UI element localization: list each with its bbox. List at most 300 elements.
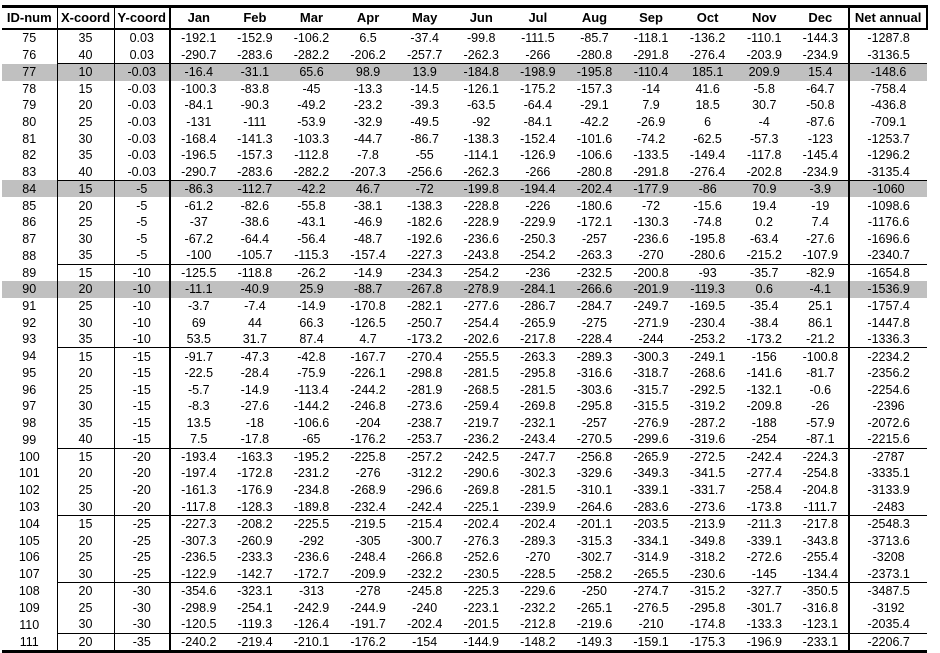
cell-mar: -126.4 [293,617,330,632]
cell-nov: -156 [736,348,793,365]
cell-oct: -319.2 [689,399,726,414]
cell-may: -256.6 [406,164,443,179]
table-row-98[interactable] [2,415,927,432]
cell-sep: -299.6 [633,432,669,447]
cell-sep: -315.7 [633,382,669,397]
cell-nov: -215.2 [746,248,782,263]
cell-net-annual: -2072.6 [867,415,910,430]
cell-id: 103 [2,498,57,515]
cell-x: 20 [57,97,114,114]
cell-apr: -7.8 [357,148,379,163]
table-row-108[interactable] [2,583,927,600]
cell-apr: -176.2 [350,432,386,447]
cell-nov: -63.4 [749,231,779,246]
cell-feb: -323.1 [227,583,284,600]
cell-apr: -248.4 [350,550,386,565]
cell-sep: -236.6 [633,231,669,246]
cell-id: 83 [2,163,57,180]
cell-y: -20 [114,498,170,515]
cell-dec: -145.4 [793,147,850,164]
cell-jul: -228.5 [520,566,556,581]
cell-jan: -122.9 [181,566,217,581]
cell-sep: -276.5 [633,600,669,615]
cell-net-annual: -1757.4 [867,299,910,314]
cell-net-annual: -2254.6 [867,382,910,397]
col-header-dec: Dec [793,7,850,30]
cell-oct: -295.8 [689,600,726,615]
table-row-86[interactable] [2,214,927,231]
cell-sep: -274.7 [623,583,680,600]
cell-jan: -61.2 [184,198,214,213]
cell-y: -10 [114,264,170,281]
cell-sep: -210 [638,617,664,632]
cell-jul: -148.2 [510,633,567,652]
table-row-104[interactable] [2,515,927,532]
table-row-97[interactable] [2,398,927,415]
cell-aug: -316.6 [576,366,613,381]
table-row-101[interactable] [2,465,927,482]
cell-jun: -201.5 [463,617,499,632]
cell-x: 20 [57,465,114,482]
cell-jan: -240.2 [170,633,227,652]
cell-net-annual: -2035.4 [867,617,910,632]
table-row-80[interactable] [2,114,927,131]
cell-may: -215.4 [396,515,453,532]
table-row-87[interactable] [2,231,927,248]
cell-dec: -350.5 [793,583,850,600]
cell-y: -15 [114,431,170,448]
cell-x: 20 [57,365,114,382]
cell-nov: 19.4 [752,198,777,213]
cell-jun: -126.1 [463,81,499,96]
cell-jun: -290.6 [463,466,499,481]
cell-net-annual: -3133.9 [867,483,910,498]
cell-net-annual: -3713.6 [867,533,910,548]
cell-jul: -284.1 [510,281,567,298]
cell-feb: -142.7 [237,566,273,581]
cell-sep: -203.5 [623,515,680,532]
cell-dec: -27.6 [793,231,850,248]
cell-aug: -264.6 [576,499,613,514]
cell-jul: -217.8 [520,332,556,347]
cell-nov: -258.4 [746,483,782,498]
cell-may: -242.4 [406,499,443,514]
cell-oct: -175.3 [679,633,736,652]
cell-dec: 15.4 [793,64,850,81]
cell-aug: -219.6 [576,617,613,632]
cell-sep: -177.9 [623,180,680,197]
cell-x: 20 [57,633,114,652]
cell-y: -15 [114,365,170,382]
data-table [2,5,928,653]
cell-dec: -204.8 [793,482,850,499]
table-row-102[interactable] [2,482,927,499]
cell-aug: -265.1 [576,600,613,615]
cell-oct: -276.4 [689,47,726,62]
cell-jul: -152.4 [520,131,556,146]
cell-feb: -128.3 [237,499,273,514]
cell-x: 35 [57,147,114,164]
table-row-94[interactable] [2,348,927,365]
cell-jul: -126.9 [520,148,556,163]
cell-mar: -26.2 [283,264,340,281]
cell-apr: -44.7 [353,131,383,146]
table-row-105[interactable] [2,532,927,549]
cell-jun: -262.3 [463,164,499,179]
cell-mar: 66.3 [299,315,324,330]
cell-jan: -131 [186,115,212,129]
cell-may: -281.9 [406,382,443,397]
table-row-99[interactable] [2,431,927,448]
cell-id: 101 [2,465,57,482]
col-header-oct: Oct [679,7,736,30]
cell-feb: -152.9 [237,31,273,46]
cell-jul: -111.5 [521,31,555,46]
cell-apr: -157.4 [350,248,386,263]
cell-aug: -289.3 [566,348,623,365]
cell-jan: -298.9 [181,600,217,615]
cell-feb: -283.6 [237,47,273,62]
cell-jul: -247.7 [510,448,567,465]
table-row-92[interactable] [2,314,927,331]
cell-y: -25 [114,566,170,583]
cell-id: 78 [2,81,57,98]
cell-feb: -64.4 [240,231,270,246]
cell-oct: -276.4 [689,164,726,179]
cell-jul: -232.1 [520,415,556,430]
table-header [2,7,927,30]
cell-nov: -132.1 [746,382,782,397]
cell-may: -253.7 [406,432,443,447]
col-header-jul: Jul [510,7,567,30]
cell-net-annual: -1287.8 [867,31,910,46]
cell-oct: 18.5 [695,98,720,113]
cell-aug: -256.8 [566,448,623,465]
cell-x: 10 [57,64,114,81]
cell-x: 30 [57,130,114,147]
cell-jun: -228.9 [463,215,499,230]
cell-dec: -233.1 [793,633,850,652]
cell-apr: -209.9 [350,566,386,581]
cell-mar: -242.9 [293,600,330,615]
cell-nov: -35.4 [749,299,779,314]
cell-aug: -257 [581,231,607,246]
cell-may: -270.4 [396,348,453,365]
cell-net-annual: -3135.4 [867,164,910,179]
col-header-y-coord: Y-coord [114,7,170,30]
cell-net-annual: -2373.1 [867,566,910,581]
cell-id: 75 [2,29,57,47]
cell-jul: -250.3 [520,231,556,246]
cell-jun: -99.8 [467,31,496,46]
cell-y: -15 [114,415,170,432]
cell-id: 90 [2,281,57,298]
table-row-96[interactable] [2,381,927,398]
cell-jan: -117.8 [181,499,217,514]
cell-net-annual: -3136.5 [867,47,910,62]
cell-aug: -172.1 [576,215,613,230]
cell-apr: -204 [355,415,381,430]
cell-may: -298.8 [406,366,443,381]
cell-sep: -110.4 [623,64,680,81]
cell-nov: -202.8 [746,164,782,179]
cell-may: -250.7 [406,315,443,330]
table-row-93[interactable] [2,331,927,348]
cell-x: 40 [57,163,114,180]
cell-feb: -27.6 [240,399,270,414]
cell-mar: -115.3 [294,248,329,263]
cell-jan: -11.1 [170,281,227,298]
cell-may: -257.7 [406,47,443,62]
cell-x: 30 [57,616,114,633]
cell-id: 77 [2,64,57,81]
cell-jun: -114.1 [464,148,499,163]
cell-x: 15 [57,448,114,465]
table-row-83[interactable] [2,163,927,180]
cell-net-annual: -2396 [872,399,905,414]
table-row-109[interactable] [2,600,927,617]
cell-sep: -349.3 [633,466,669,481]
cell-id: 110 [2,616,57,633]
table-row-81[interactable] [2,130,927,147]
cell-apr: -226.1 [350,366,386,381]
cell-jan: -236.5 [181,550,217,565]
cell-y: -0.03 [114,97,170,114]
cell-id: 108 [2,583,57,600]
cell-mar: -56.4 [297,231,326,246]
cell-id: 104 [2,515,57,532]
table-row-89[interactable] [2,264,927,281]
cell-y: -5 [114,247,170,264]
cell-apr: -225.8 [340,448,397,465]
cell-jun: -277.6 [463,299,499,314]
cell-jun: -63.5 [467,98,496,113]
cell-jul: -302.3 [520,466,556,481]
cell-jun: -252.6 [463,550,499,565]
cell-may: -300.7 [406,533,443,548]
cell-feb: -254.1 [237,600,273,615]
cell-feb: -47.3 [227,348,284,365]
cell-apr: 4.7 [359,332,377,347]
cell-feb: -233.3 [237,550,273,565]
cell-feb: -7.4 [244,299,266,314]
cell-feb: -83.8 [240,81,270,96]
cell-oct: -318.2 [689,550,726,565]
cell-x: 40 [57,431,114,448]
cell-jun: -144.9 [453,633,510,652]
cell-sep: -271.9 [633,315,669,330]
cell-apr: -232.4 [350,499,386,514]
table-row-76[interactable] [2,47,927,64]
cell-may: 13.9 [396,64,453,81]
cell-nov: -145 [751,566,777,581]
cell-nov: -4 [758,115,770,129]
table-row-90[interactable] [2,281,927,298]
table-row-85[interactable] [2,197,927,214]
cell-may: -267.8 [396,281,453,298]
cell-dec: -57.9 [793,415,850,432]
cell-net-annual: -1253.7 [867,131,910,146]
cell-nov: -211.3 [736,515,793,532]
table-row-95[interactable] [2,365,927,382]
cell-jun: -254.4 [463,315,499,330]
cell-mar: 65.6 [283,64,340,81]
cell-jan: 13.5 [186,415,211,430]
cell-mar: -53.9 [297,115,326,129]
cell-jul: -281.5 [520,382,556,397]
cell-jan: -125.5 [170,264,227,281]
cell-oct: -249.1 [679,348,736,365]
cell-apr: -305 [355,533,381,548]
cell-net-annual: -3487.5 [849,583,927,600]
cell-apr: -268.9 [350,483,386,498]
cell-y: -35 [114,633,170,652]
cell-net-annual: -3335.1 [867,466,910,481]
cell-mar: -43.1 [297,215,326,230]
cell-id: 85 [2,197,57,214]
cell-net-annual: -1176.6 [867,215,910,230]
cell-aug: -232.5 [566,264,623,281]
cell-net-annual: -436.8 [870,98,907,113]
cell-mar: 87.4 [299,332,324,347]
cell-jul: -263.3 [510,348,567,365]
cell-y: -30 [114,583,170,600]
cell-jan: -37 [189,215,208,230]
cell-nov: 70.9 [736,180,793,197]
cell-aug: -257 [581,415,607,430]
cell-jul: -243.4 [520,432,556,447]
cell-jul: -84.1 [523,115,553,129]
cell-jun: -199.8 [453,180,510,197]
cell-nov: -272.6 [746,550,782,565]
cell-may: -232.2 [406,566,443,581]
cell-sep: -26.9 [636,115,666,129]
cell-oct: -273.6 [689,499,726,514]
table-row-77[interactable] [2,64,927,81]
table-row-103[interactable] [2,498,927,515]
cell-mar: -45 [302,81,321,96]
cell-x: 15 [57,264,114,281]
cell-mar: 25.9 [283,281,340,298]
cell-y: -20 [114,448,170,465]
cell-y: -15 [114,398,170,415]
cell-aug: -106.6 [576,148,613,163]
cell-jul: -229.9 [520,215,556,230]
cell-apr: -48.7 [353,231,383,246]
cell-jun: -236.2 [463,432,499,447]
table-row-78[interactable] [2,81,927,98]
cell-dec: 86.1 [793,314,850,331]
cell-mar: -234.8 [293,483,330,498]
cell-aug: -250 [566,583,623,600]
cell-apr: -244.9 [350,600,386,615]
table-row-110[interactable] [2,616,927,633]
table-row-106[interactable] [2,549,927,566]
cell-x: 15 [57,515,114,532]
table-row-111[interactable] [2,633,927,652]
cell-jan: -227.3 [170,515,227,532]
cell-oct: -93 [679,264,736,281]
cell-feb: -283.6 [237,164,273,179]
cell-y: -25 [114,549,170,566]
cell-x: 25 [57,298,114,315]
cell-jun: -236.6 [463,231,499,246]
cell-feb: -28.4 [240,366,270,381]
cell-y: -20 [114,482,170,499]
cell-net-annual: -2483 [872,499,905,514]
cell-feb: 44 [247,315,262,330]
table-row-79[interactable] [2,97,927,114]
cell-mar: -42.2 [283,180,340,197]
cell-nov: -173.2 [746,332,782,347]
cell-id: 106 [2,549,57,566]
cell-x: 30 [57,231,114,248]
cell-jul: -226 [525,198,551,213]
cell-oct: -319.6 [689,432,726,447]
cell-y: -30 [114,616,170,633]
cell-id: 107 [2,566,57,583]
cell-apr: -278 [340,583,397,600]
cell-oct: 6 [704,115,712,129]
table-row-82[interactable] [2,147,927,164]
cell-jul: -236 [510,264,567,281]
cell-jun: -281.5 [463,366,499,381]
cell-nov: -35.7 [736,264,793,281]
cell-dec: -82.9 [793,264,850,281]
cell-sep: -291.8 [633,164,669,179]
table-row-88[interactable] [2,247,927,264]
cell-jun: -254.2 [453,264,510,281]
table-row-91[interactable] [2,298,927,315]
cell-dec: -134.4 [793,566,850,583]
table-row-75[interactable] [2,29,927,47]
cell-feb: -14.9 [240,382,270,397]
cell-id: 87 [2,231,57,248]
cell-apr: -176.2 [340,633,397,652]
table-row-100[interactable] [2,448,927,465]
cell-may: -282.1 [406,299,443,314]
cell-nov: -301.7 [746,600,782,615]
cell-net-annual: -2206.7 [849,633,927,652]
cell-dec: -123 [793,130,850,147]
cell-net-annual: -148.6 [849,64,927,81]
cell-mar: -236.6 [293,550,330,565]
cell-sep: -244 [638,332,664,347]
cell-sep: -318.7 [633,366,669,381]
cell-id: 88 [2,247,57,264]
table-row-107[interactable] [2,566,927,583]
cell-oct: -136.2 [689,31,726,46]
cell-dec: -111.7 [793,498,850,515]
cell-jul: -266 [525,47,551,62]
cell-jun: -243.8 [463,248,499,263]
cell-x: 20 [57,197,114,214]
cell-sep: -14 [642,81,661,96]
cell-id: 95 [2,365,57,382]
cell-y: -5 [114,180,170,197]
cell-x: 15 [57,81,114,98]
cell-apr: -38.1 [353,198,383,213]
cell-sep: -315.5 [633,399,669,414]
cell-may: -138.3 [406,198,443,213]
cell-apr: -244.2 [350,382,386,397]
cell-aug: -302.7 [576,550,613,565]
cell-jul: -270 [525,550,551,565]
cell-id: 105 [2,532,57,549]
cell-jun: -255.5 [453,348,510,365]
cell-sep: -159.1 [623,633,680,652]
table-row-84[interactable] [2,180,927,197]
